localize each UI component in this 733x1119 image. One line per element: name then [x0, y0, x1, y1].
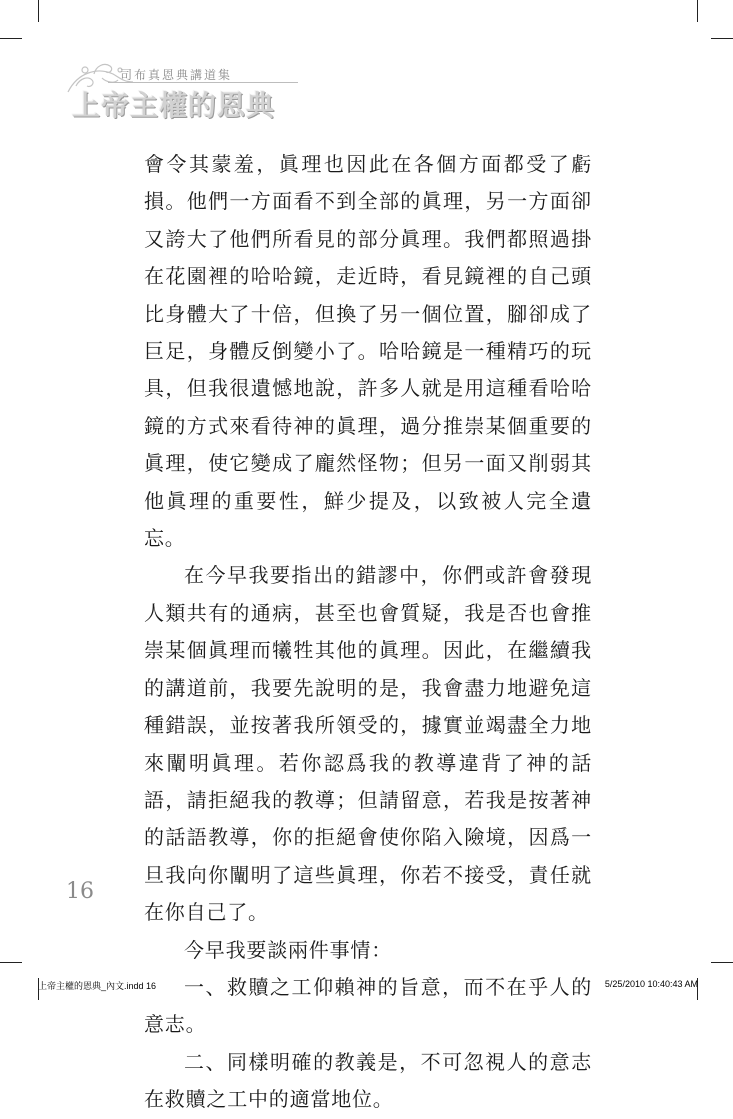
paragraph: 在今早我要指出的錯謬中，你們或許會發現人類共有的通病，甚至也會質疑，我是否也會推崇某個眞理而犧牲其他的眞理。因此，在繼續我的講道前，我要先說明的是，我會盡力地避免這種錯誤，並按著我所領受的，據實並竭盡全力地來闡明眞理。若你認爲我的教導違背了神的話語，請拒絕我的教導；但請留意，若我是按著神的話語教導，你的拒絕會使你陷入險境，因爲一旦我向你闡明了這些眞理，你若不接受，責任就在你自己了。 — [144, 563, 592, 925]
page-number: 16 — [66, 879, 94, 904]
paragraph: 今早我要談兩件事情： — [184, 937, 392, 962]
paragraph: 二、同樣明確的教義是，不可忽視人的意志在救贖之工中的適當地位。 — [144, 1049, 592, 1112]
crop-mark-top-right-v — [697, 0, 698, 22]
series-title: 司布真恩典講道集 — [120, 68, 233, 82]
paragraph: 會令其蒙羞，眞理也因此在各個方面都受了虧損。他們一方面看不到全部的眞理，另一方面卻又誇大了他們所看見的部分眞理。我們都照過掛在花園裡的哈哈鏡，走近時，看見鏡裡的自己頭比身體大了十倍，但換了另一個位置，腳卻成了巨足，身體反倒變小了。哈哈鏡是一種精巧的玩具，但我很遺憾地說，許多人就是用這種看哈哈鏡的方式來看待神的眞理，過分推崇某個重要的眞理，使它變成了龐然怪物；但另一面又削弱其他眞理的重要性，鮮少提及，以致被人完全遺忘。 — [144, 152, 592, 551]
paragraph: 一、救贖之工仰賴神的旨意，而不在乎人的意志。 — [144, 974, 592, 1037]
crop-mark-top-left-v — [38, 0, 39, 22]
crop-mark-top-right-h — [711, 38, 733, 39]
book-title: 上帝主權的恩典 — [72, 89, 276, 122]
print-slug-timestamp: 5/25/2010 10:40:43 AM — [604, 979, 698, 989]
crop-mark-bottom-right-h — [711, 962, 733, 963]
print-slug — [38, 979, 698, 995]
crop-mark-top-left-h — [0, 38, 22, 39]
body-text — [144, 146, 592, 1119]
print-slug-file: 上帝主權的恩典_內文.indd 16 — [38, 981, 157, 991]
crop-mark-bottom-left-h — [0, 962, 22, 963]
